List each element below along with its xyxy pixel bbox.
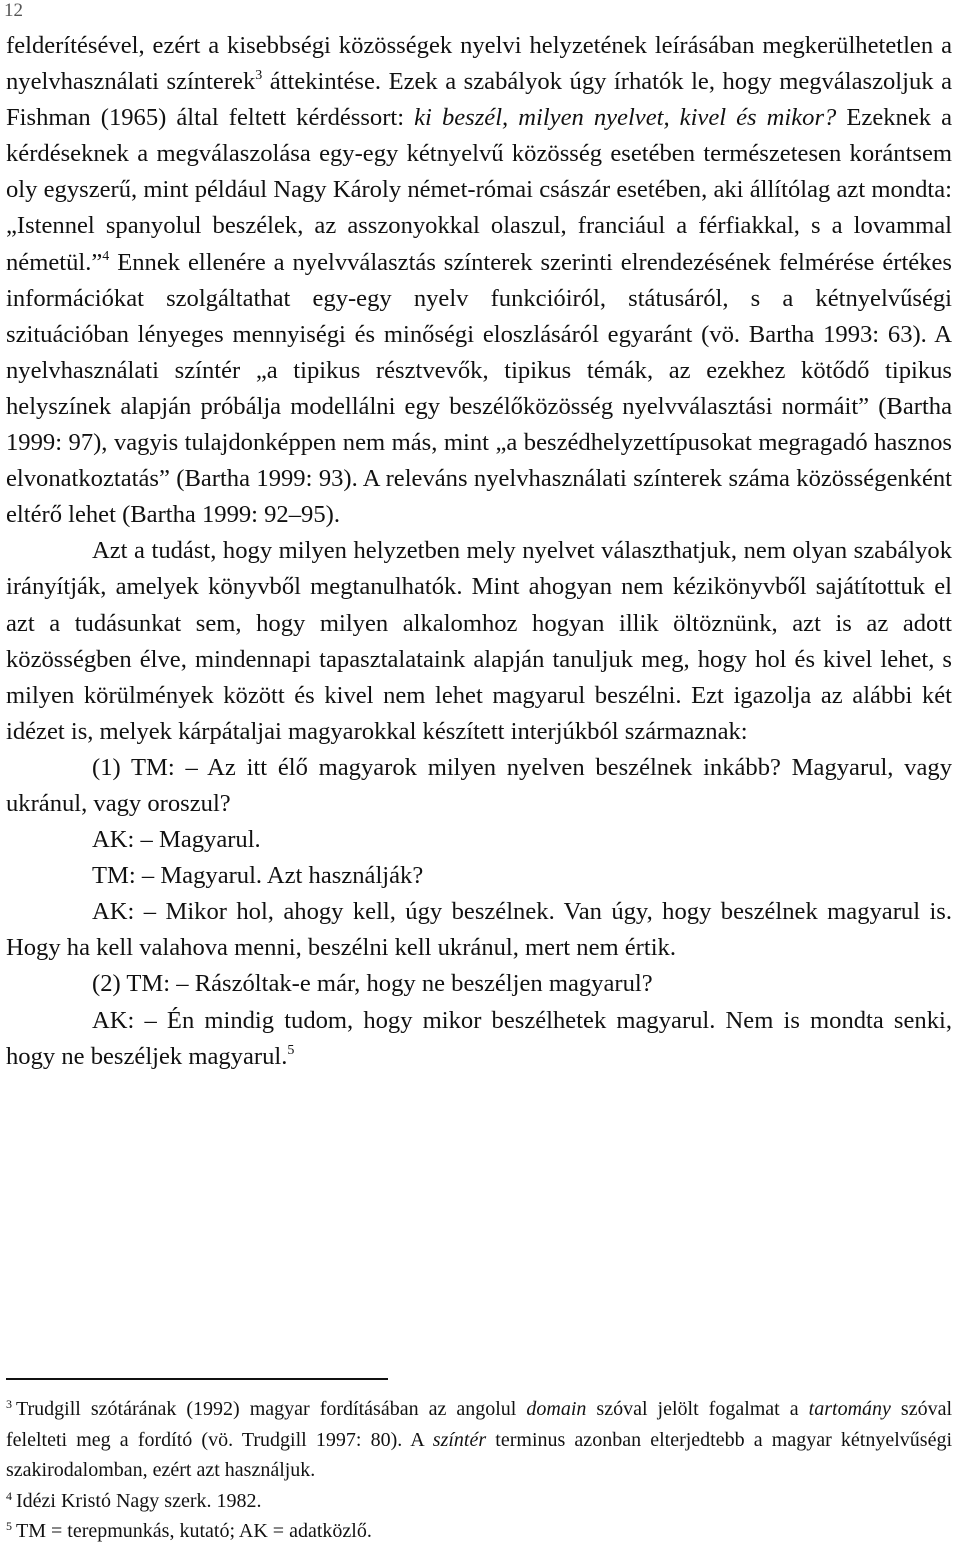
fishman-question: ki beszél, milyen nyelvet, kivel és mikor? [414, 104, 837, 132]
quote-1-line-2: AK: – Magyarul. [92, 826, 261, 854]
footnote-3: $^3$ Trudgill szótárának (1992) magyar fordításában az angolul domain szóval jelölt fogalmat a tartomány szóval felelteti meg a fordító (vö. Trudgill 1997: 80). A színtér terminus azonban elterjedtebb a magyar kétnyelvűségi szakirodalomban, ezért azt használjuk. [6, 1397, 953, 1481]
quote-1-line-3: TM: – Magyarul. Azt használják? [92, 862, 424, 890]
paragraph-fishman: felderítésével, ezért a kisebbségi közösségek nyelvi helyzetének leírásában megkerülhetetlen a nyelvhasználati színterek$^3$ áttekintése. Ezek a szabályok úgy írhatók le, hogy megválaszoljuk a Fishman (1965) által feltett kérdéssort: ki beszél, milyen nyelvet, kivel és mikor? Ezeknek a kérdéseknek a megválaszolása egy-egy kétnyelvű közösség esetében természetesen korántsem oly egyszerű, mint például Nagy Károly német-római császár esetében, aki állítólag azt mondta: „Istennel spanyolul beszélek, az asszonyokkal olaszul, franciául a férfiakkal, s a lovammal németül.”$^4$ Ennek ellenére a nyelvválasztás színterek szerinti elrendezésének felmérése értékes információkat szolgáltathat egy-egy nyelv funkcióiról, státusáról, s a kétnyelvűségi szituációban lényeges mennyiségi és minőségi eloszlásáról egyaránt (vö. Bartha 1993: 63). A nyelvhasználati színtér „a tipikus résztvevők, tipikus témák, az ezekhez kötődő tipikus helyszínek alapján próbálja modellálni egy beszélőközösség nyelvválasztási normáit” (Bartha 1999: 97), vagyis tulajdonképpen nem más, mint „a beszédhelyzettípusokat megragadó hasznos elvonatkoztatás” (Bartha 1999: 93). A releváns nyelvhasználati színterek száma közösségenként eltérő lehet (Bartha 1999: 92–95). [6, 32, 953, 529]
page-number: 12 [4, 0, 23, 21]
footnotes [6, 1394, 952, 1547]
footnote-divider [6, 1378, 388, 1380]
quote-2-line-1: (2) TM: – Rászóltak-e már, hogy ne beszéljen magyarul? [92, 970, 653, 998]
footnote-ref-5[interactable]: 5 [287, 1042, 295, 1058]
footnote-ref-3[interactable]: 3 [255, 68, 263, 84]
footnote-5: $^5$ TM = terepmunkás, kutató; AK = adatközlő. [6, 1519, 372, 1542]
body-text [6, 28, 952, 1075]
footnote-4: $^4$ Idézi Kristó Nagy szerk. 1982. [6, 1488, 262, 1512]
quote-1-line-4: AK: – Mikor hol, ahogy kell, úgy beszélnek. Van úgy, hogy beszélnek magyarul is. Hogy ha kell valahova menni, beszélni kell ukránul, mert nem értik. [6, 898, 952, 962]
paragraph-knowledge: Azt a tudást, hogy milyen helyzetben mely nyelvet választhatjuk, nem olyan szabályok irányítják, amelyek könyvből megtanulhatók. Mint ahogyan nem kézikönyvből sajátítottuk el azt a tudásunkat sem, hogy milyen alkalomhoz hogyan illik öltöznünk, azt is az adott közösségben élve, mindennapi tapasztalataink alapján tanuljuk meg, hogy hol és kivel lehet, s milyen körülmények között és kivel nem lehet magyarul beszélni. Ezt igazolja az alábbi két idézet is, melyek kárpátaljai magyarokkal készített interjúkból származnak: [6, 537, 952, 745]
footnote-ref-4[interactable]: 4 [102, 248, 110, 264]
quote-1-line-1: (1) TM: – Az itt élő magyarok milyen nyelven beszélnek inkább? Magyarul, vagy ukránul, vagy oroszul? [6, 753, 952, 817]
quote-2-line-2: AK: – Én mindig tudom, hogy mikor beszélhetek magyarul. Nem is mondta senki, hogy ne beszéljek magyarul.$^5$ [6, 1006, 952, 1070]
